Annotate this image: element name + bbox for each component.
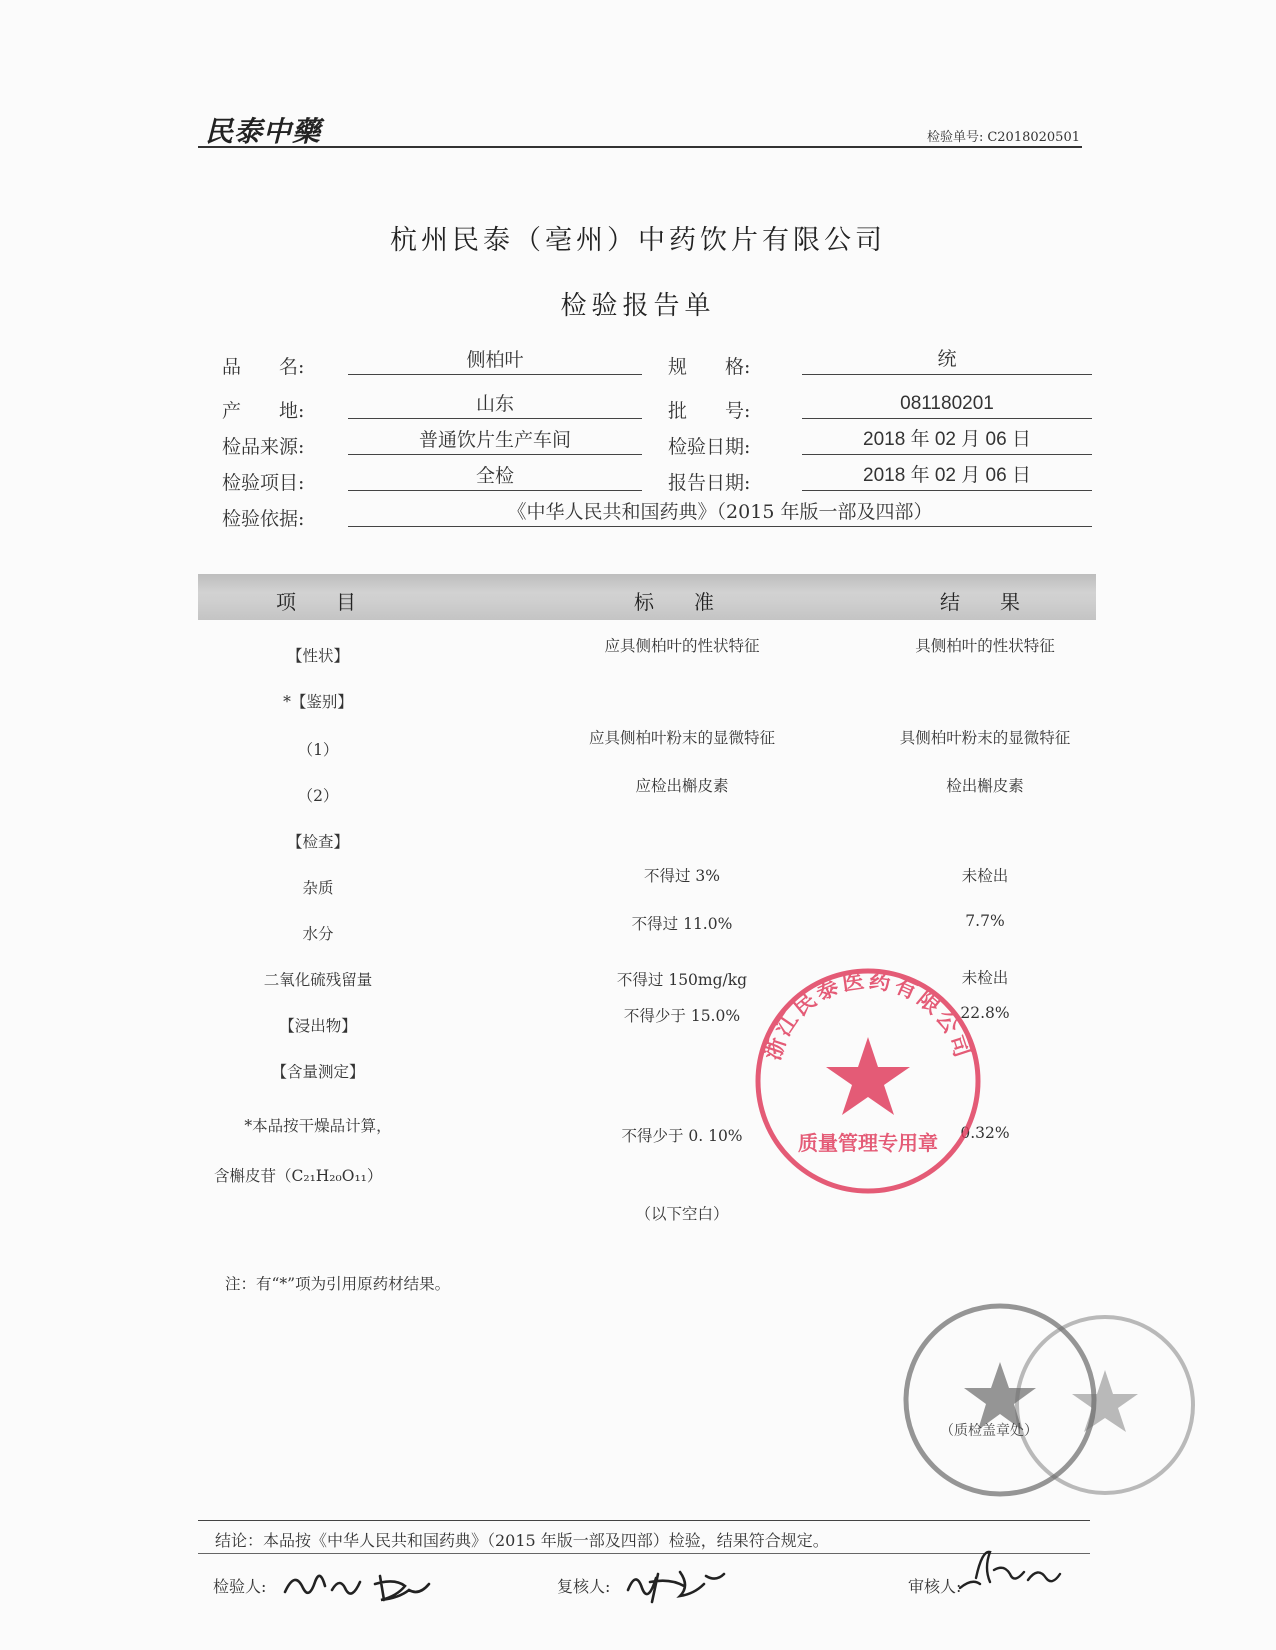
row-result: 具侧柏叶粉末的显微特征	[899, 729, 1071, 747]
inspect-date-label: 检验日期:	[668, 436, 751, 458]
company-name: 杭州民泰（亳州）中药饮片有限公司	[390, 225, 886, 256]
row-standard: 不得过 11.0%	[631, 915, 733, 933]
row-result: 未检出	[961, 969, 1009, 987]
report-number-label: 检验单号:	[926, 130, 984, 145]
spec-value: 统	[802, 346, 1092, 375]
approver-label: 审核人:	[908, 1577, 962, 1596]
header-result: 结 果	[940, 590, 1020, 614]
origin-label: 产 地:	[222, 400, 305, 422]
item-label: 检验项目:	[222, 472, 305, 494]
row-item: 【性状】	[286, 647, 349, 665]
info-row-origin	[0, 393, 1276, 430]
reviewer-signature	[622, 1562, 732, 1606]
origin-value: 山东	[348, 390, 642, 419]
footnote: 注：有“*”项为引用原药材结果。	[225, 1275, 451, 1293]
company-logo: 民泰中藥	[205, 115, 322, 148]
row-result: 检出槲皮素	[946, 777, 1024, 795]
table-header	[198, 574, 1096, 620]
row-item: 水分	[302, 925, 334, 943]
stamp-placeholder-text: （质检盖章处）	[940, 1423, 1038, 1439]
report-date-label: 报告日期:	[668, 472, 751, 494]
row-standard: 应具侧柏叶的性状特征	[604, 637, 760, 655]
row-item: （2）	[297, 787, 339, 805]
red-stamp-top-text: 浙江民泰医药有限公司	[760, 968, 976, 1064]
row-item: （1）	[297, 741, 339, 759]
row-standard: 应检出槲皮素	[635, 777, 729, 795]
spec-label: 规 格:	[668, 356, 751, 378]
product-value: 侧柏叶	[348, 346, 642, 375]
conclusion-top-rule	[198, 1520, 1090, 1521]
row-item: 二氧化硫残留量	[263, 971, 373, 989]
row-standard: 不得过 150mg/kg	[616, 971, 748, 989]
row-standard: 不得过 3%	[643, 867, 721, 885]
report-number-value: C2018020501	[987, 130, 1080, 145]
info-row-item	[0, 465, 1276, 502]
source-label: 检品来源:	[222, 436, 305, 458]
item-value: 全检	[348, 462, 642, 491]
info-row-basis	[0, 501, 1276, 538]
conclusion-text: 结论：本品按《中华人民共和国药典》（2015 年版一部及四部）检验，结果符合规定。	[215, 1531, 829, 1550]
batch-value: 081180201	[802, 390, 1092, 419]
product-label: 品 名:	[222, 356, 305, 378]
inspector-signature	[280, 1566, 450, 1602]
report-date-value: 2018 年 02 月 06 日	[802, 462, 1092, 491]
row-result: 7.7%	[965, 912, 1005, 930]
report-number	[923, 126, 1080, 145]
row-standard: 应具侧柏叶粉末的显微特征	[588, 729, 775, 747]
header-standard: 标 准	[634, 590, 714, 614]
header-item: 项 目	[276, 590, 356, 614]
row-item: 【检查】	[286, 833, 349, 851]
row-item: 【浸出物】	[279, 1017, 357, 1035]
row-result: 0.32%	[960, 1124, 1010, 1142]
red-stamp-bottom-text: 质量管理专用章	[798, 1131, 938, 1155]
row-item: 杂质	[302, 879, 334, 897]
conclusion-bottom-rule	[198, 1553, 1090, 1554]
reviewer-label: 复核人:	[557, 1577, 611, 1596]
row-item: *本品按干燥品计算，	[244, 1117, 392, 1135]
row-item: 含槲皮苷（C₂₁H₂₀O₁₁）	[214, 1167, 383, 1185]
inspect-date-value: 2018 年 02 月 06 日	[802, 426, 1092, 455]
source-value: 普通饮片生产车间	[348, 426, 642, 455]
batch-label: 批 号:	[668, 400, 751, 422]
inspector-label: 检验人:	[213, 1577, 267, 1596]
basis-label: 检验依据:	[222, 508, 305, 530]
row-result: 22.8%	[960, 1004, 1010, 1022]
row-result: 未检出	[961, 867, 1009, 885]
company-stamp-grey	[900, 1300, 1100, 1500]
info-row-source	[0, 429, 1276, 466]
row-standard: 不得少于 0. 10%	[621, 1127, 743, 1145]
basis-value: 《中华人民共和国药典》（2015 年版一部及四部）	[348, 498, 1092, 527]
header-divider	[198, 146, 1082, 148]
row-result: 具侧柏叶的性状特征	[915, 637, 1055, 655]
quality-stamp-red	[752, 965, 984, 1197]
info-row-product	[0, 349, 1276, 386]
approver-signature	[958, 1548, 1068, 1598]
row-standard: 不得少于 15.0%	[623, 1007, 741, 1025]
row-item: 【含量测定】	[271, 1063, 365, 1081]
document-title: 检验报告单	[560, 291, 716, 321]
row-item: *【鉴别】	[283, 693, 353, 711]
blank-below: （以下空白）	[635, 1205, 729, 1223]
